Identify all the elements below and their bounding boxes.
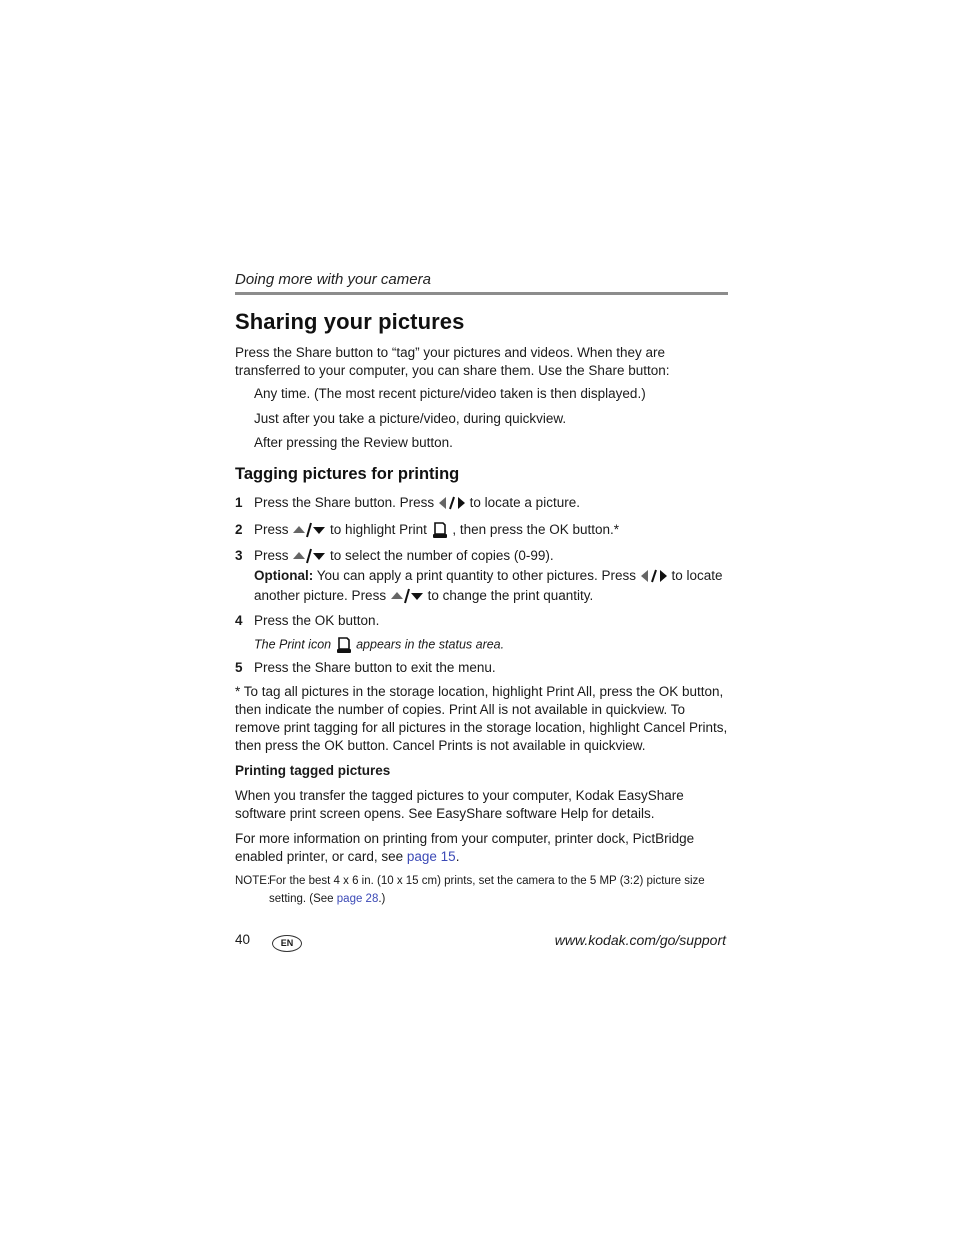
intro-paragraph: Press the Share button to “tag” your pictures and videos. When they are transferred to your computer, you can share them. Use the Share button: — [235, 345, 670, 378]
more-info-text: For more information on printing from your computer, printer dock, PictBridge enabled printer, or card, see — [235, 831, 695, 864]
left-right-arrows-icon — [438, 496, 466, 510]
up-down-arrows-icon — [390, 588, 424, 604]
note-text: For the best 4 x 6 in. (10 x 15 cm) prints, set the camera to the 5 MP (3:2) picture size setting. (See — [269, 875, 705, 905]
print-icon-note-b: appears in the status area. — [356, 637, 505, 652]
page-number: 40 — [235, 932, 251, 947]
step-3-text-b: to select the number of copies (0-99). — [330, 548, 554, 563]
optional-text-b: to locate another picture. Press — [254, 568, 723, 603]
step-number: 2 — [235, 522, 243, 537]
header-rule — [235, 292, 728, 295]
footnote-paragraph: * To tag all pictures in the storage location, highlight Print All, press the OK button, then indicate the number of copies. Print All is not available in quickview. To remove print tagging for all pictures in the storage location, highlight Cancel Prints, then press the OK button. Cancel Prints is not available in quickview. — [235, 684, 728, 753]
step-2-text-b: to highlight Print — [330, 522, 427, 537]
bullet-item-1: Any time. (The most recent picture/video taken is then displayed.) — [254, 386, 646, 401]
printing-heading: Printing tagged pictures — [235, 763, 391, 778]
page-28-link[interactable]: page 28 — [336, 893, 379, 905]
language-badge: EN — [272, 935, 302, 952]
optional-text-c: to change the print quantity. — [427, 588, 594, 603]
optional-text-a: You can apply a print quantity to other pictures. Press — [316, 568, 636, 583]
up-down-arrows-icon — [292, 522, 326, 538]
optional-label: Optional: — [254, 568, 314, 583]
page-15-link[interactable]: page 15 — [406, 849, 456, 864]
step-2-text-c: , then press the OK button.* — [452, 522, 619, 537]
bullet-item-2: Just after you take a picture/video, during quickview. — [254, 411, 567, 426]
page-title: Sharing your pictures — [235, 309, 465, 334]
step-number: 5 — [235, 660, 243, 675]
print-icon-note — [254, 636, 504, 654]
up-down-arrows-icon — [292, 548, 326, 564]
step-number: 3 — [235, 548, 243, 563]
bullet-item-3: After pressing the Review button. — [254, 435, 453, 450]
print-icon-note-a: The Print icon — [254, 637, 332, 652]
step-5-text: Press the Share button to exit the menu. — [254, 660, 496, 675]
step-4-text: Press the OK button. — [254, 613, 380, 628]
step-1-text-b: to locate a picture. — [469, 495, 580, 510]
step-number: 4 — [235, 613, 243, 628]
support-url[interactable]: www.kodak.com/go/support — [554, 932, 726, 948]
print-icon — [335, 636, 353, 654]
step-2-text-a: Press — [254, 522, 289, 537]
transfer-paragraph: When you transfer the tagged pictures to your computer, Kodak EasyShare software print screen opens. See EasyShare software Help for details. — [235, 788, 684, 821]
print-icon — [431, 521, 449, 539]
note-end: .) — [378, 893, 386, 905]
tagging-heading: Tagging pictures for printing — [235, 465, 460, 483]
left-right-arrows-icon — [640, 569, 668, 583]
step-1-text-a: Press the Share button. Press — [254, 495, 435, 510]
step-number: 1 — [235, 495, 243, 510]
step-3-text-a: Press — [254, 548, 289, 563]
section-title: Doing more with your camera — [235, 271, 431, 288]
more-info-end: . — [455, 849, 460, 864]
note-label: NOTE: — [235, 875, 271, 887]
more-info-paragraph — [235, 830, 730, 866]
